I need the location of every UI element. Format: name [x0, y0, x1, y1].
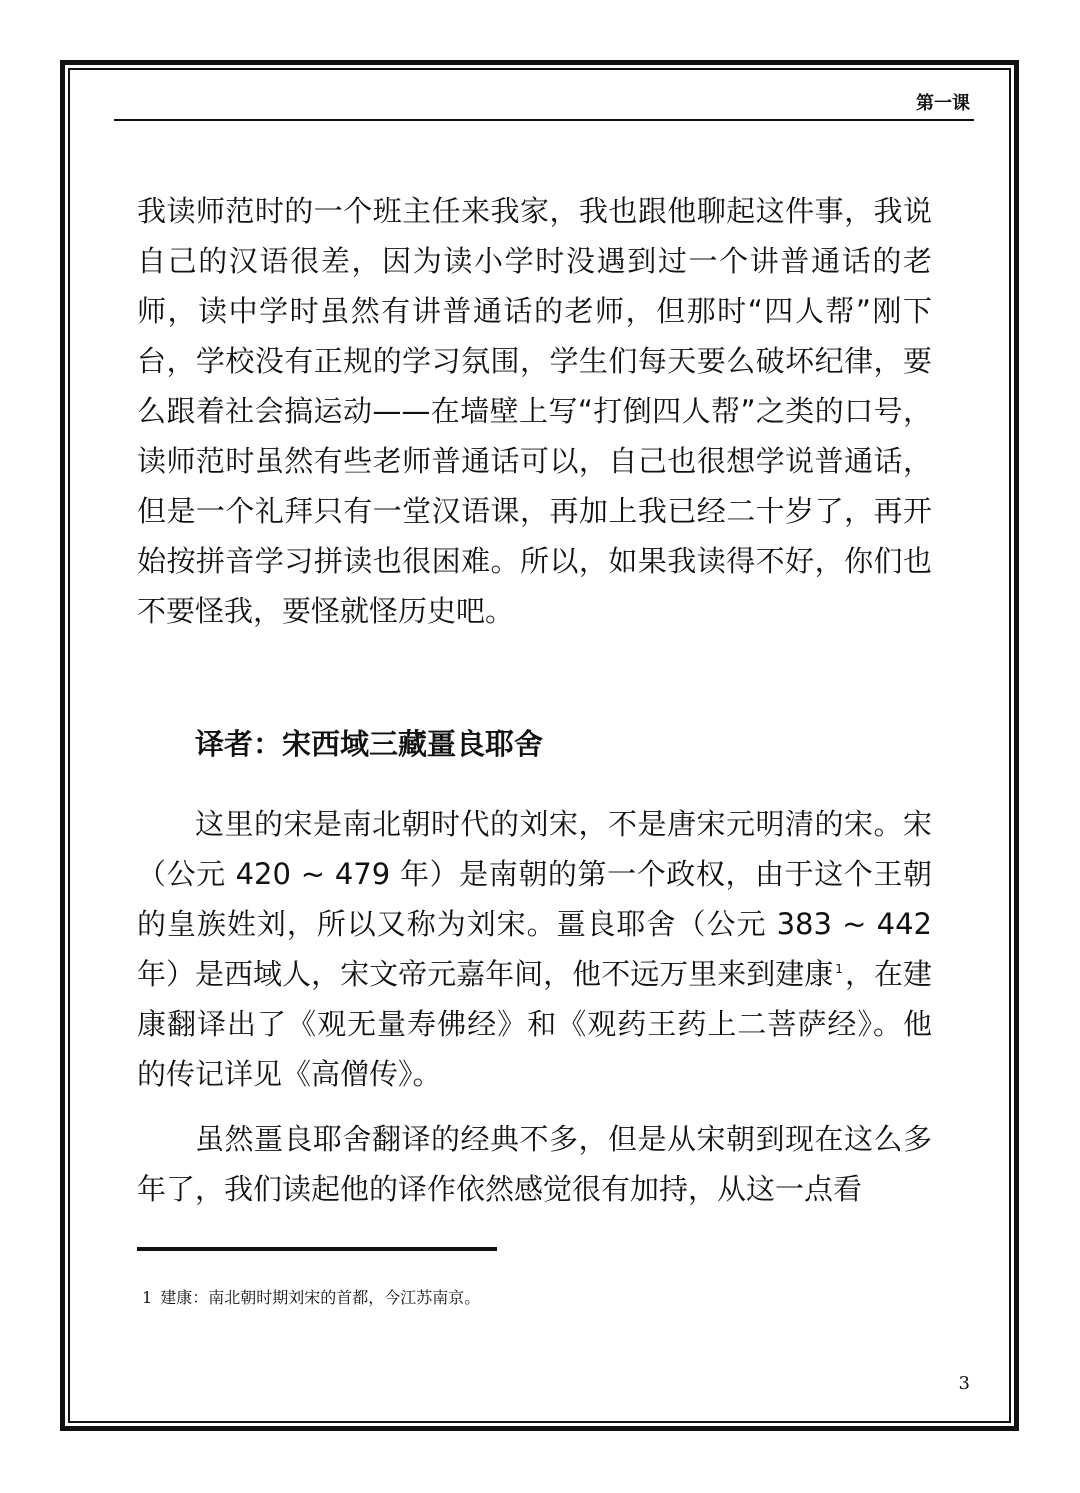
footnote-separator [137, 1247, 497, 1251]
header-rule [114, 119, 974, 121]
body-paragraph-3: 虽然畺良耶舍翻译的经典不多，但是从宋朝到现在这么多年了，我们读起他的译作依然感觉很有加持，从这一点看 [137, 1122, 932, 1206]
body-paragraph-1: 我读师范时的一个班主任来我家，我也跟他聊起这件事，我说自己的汉语很差，因为读小学时没遇到过一个讲普通话的老师，读中学时虽然有讲普通话的老师，但那时“四人帮”刚下台，学校没有正规的学习氛围，学生们每天要么破坏纪律，要么跟着社会搞运动——在墙壁上写“打倒四人帮”之类的口号，读师范时虽然有些老师普通话可以，自己也很想学说普通话，但是一个礼拜只有一堂汉语课，再加上我已经二十岁了，再开始按拼音学习拼读也很困难。所以，如果我读得不好，你们也不要怪我，要怪就怪历史吧。 [137, 194, 932, 628]
running-header-title: 第一课 [916, 93, 970, 114]
paragraph-2-text-b: ，在建康翻译出了《观无量寿佛经》和《观药王药上二菩萨经》。他的传记详见《高僧传》。 [137, 957, 932, 1091]
footnote-number: 1 [142, 1288, 153, 1307]
paragraph-2-text-a: 这里的宋是南北朝时代的刘宋，不是唐宋元明清的宋。宋（公元 420 ~ 479 年）是南朝的第一个政权，由于这个王朝的皇族姓刘，所以又称为刘宋。畺良耶舍（公元 383 ~ 442 年）是西域人，宋文帝元嘉年间，他不远万里来到建康 [137, 807, 932, 991]
section-heading: 译者：宋西域三藏畺良耶舍 [195, 727, 544, 761]
footnote [142, 1286, 480, 1310]
footnote-reference: 1 [835, 962, 843, 977]
page-number: 3 [958, 1373, 970, 1394]
body-paragraph-2 [137, 799, 932, 1099]
footnote-text: 建康：南北朝时期刘宋的首都，今江苏南京。 [160, 1288, 481, 1307]
